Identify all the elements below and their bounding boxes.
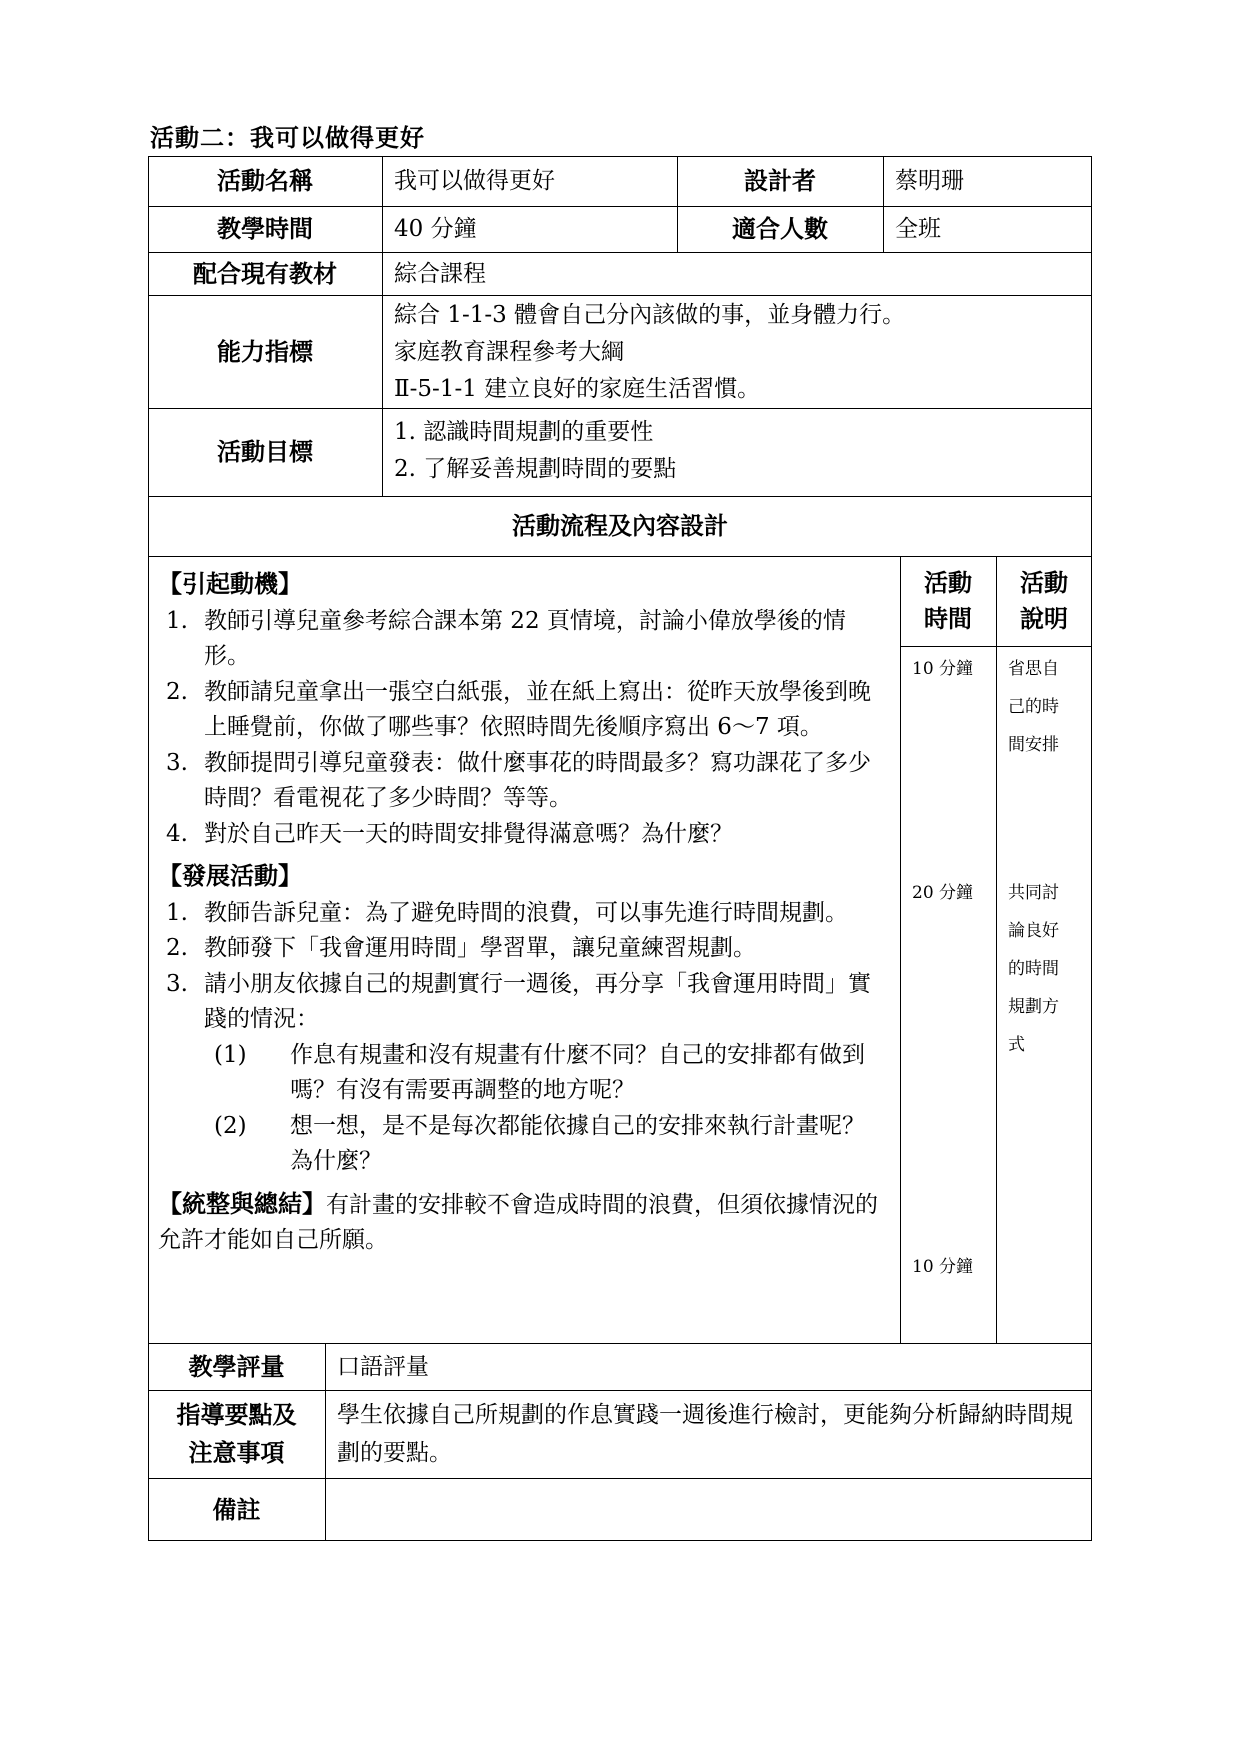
time-value: 10 分鐘 (912, 659, 974, 679)
section-development-title: 【發展活動】 (158, 861, 302, 890)
ability-line: 綜合 1-1-3 體會自己分內該做的事，並身體力行。 (394, 302, 906, 328)
goals-label: 活動目標 (217, 437, 313, 466)
list-item: 1. 教師引導兒童參考綜合課本第 22 頁情境，討論小偉放學後的情形。 (166, 607, 846, 669)
activity-name-value: 我可以做得更好 (394, 168, 555, 194)
suitable-count-value: 全班 (895, 216, 941, 242)
time-value: 10 分鐘 (912, 1257, 974, 1277)
section-motivation-title: 【引起動機】 (158, 569, 302, 598)
remarks-label: 備註 (212, 1494, 261, 1524)
sub-list-item: (1) 作息有規畫和沒有規畫有什麼不同？自己的安排都有做到嗎？有沒有需要再調整的地方呢？ (214, 1041, 865, 1103)
guidance-value: 學生依據自己所規劃的作息實踐一週後進行檢討，更能夠分析歸納時間規劃的要點。 (337, 1402, 1073, 1466)
remarks-value (325, 1478, 1092, 1541)
evaluation-label: 教學評量 (188, 1351, 285, 1381)
designer-value: 蔡明珊 (895, 168, 964, 194)
activity-name-label: 活動名稱 (217, 166, 313, 195)
flow-header: 活動流程及內容設計 (512, 511, 728, 540)
list-item: 4. 對於自己昨天一天的時間安排覺得滿意嗎？為什麼？ (166, 820, 733, 847)
suitable-count-label: 適合人數 (732, 214, 828, 243)
ability-value (382, 295, 1092, 408)
note-value: 共同討論良好的時間規劃方式 (1008, 883, 1059, 1055)
sub-list-item: (2) 想一想，是不是每次都能依據自己的安排來執行計畫呢？為什麼？ (214, 1112, 865, 1174)
section-summary-title: 【統整與總結】 (158, 1188, 326, 1218)
goal-line: 1. 認識時間規劃的重要性 (394, 419, 654, 445)
flow-content (158, 562, 882, 1337)
teaching-time-value: 40 分鐘 (394, 216, 477, 242)
evaluation-value: 口語評量 (337, 1353, 429, 1380)
teaching-time-label: 教學時間 (217, 214, 313, 243)
ability-line: 家庭教育課程參考大綱 (394, 339, 624, 365)
page-title: 活動二：我可以做得更好 (150, 123, 425, 152)
note-value: 省思自己的時間安排 (1008, 659, 1059, 755)
list-item: 3. 請小朋友依據自己的規劃實行一週後，再分享「我會運用時間」實踐的情況： (166, 970, 871, 1032)
list-item: 1. 教師告訴兒童：為了避免時間的浪費，可以事先進行時間規劃。 (166, 899, 848, 926)
list-item: 2. 教師發下「我會運用時間」學習單，讓兒童練習規劃。 (166, 935, 756, 961)
guidance-label: 指導要點及 注意事項 (176, 1400, 297, 1467)
goals-value (382, 408, 1092, 496)
note-column-header: 活動 說明 (1020, 568, 1068, 633)
time-column-header: 活動 時間 (924, 568, 972, 633)
time-value: 20 分鐘 (912, 883, 974, 903)
designer-label: 設計者 (744, 166, 816, 195)
ability-line: Ⅱ-5-1-1 建立良好的家庭生活習慣。 (394, 376, 761, 402)
materials-value: 綜合課程 (394, 260, 486, 287)
summary-paragraph: 【統整與總結】有計畫的安排較不會造成時間的浪費，但須依據情況的允許才能如自己所願。 (158, 1188, 878, 1253)
goal-line: 2. 了解妥善規劃時間的要點 (394, 456, 677, 482)
list-item: 3. 教師提問引導兒童發表：做什麼事花的時間最多？寫功課花了多少時間？看電視花了多少時間？等等。 (166, 749, 871, 811)
ability-label: 能力指標 (217, 336, 313, 366)
materials-label: 配合現有教材 (193, 258, 337, 288)
list-item: 2. 教師請兒童拿出一張空白紙張，並在紙上寫出：從昨天放學後到晚上睡覺前，你做了哪些事？依照時間先後順序寫出 6～7 項。 (166, 678, 871, 740)
